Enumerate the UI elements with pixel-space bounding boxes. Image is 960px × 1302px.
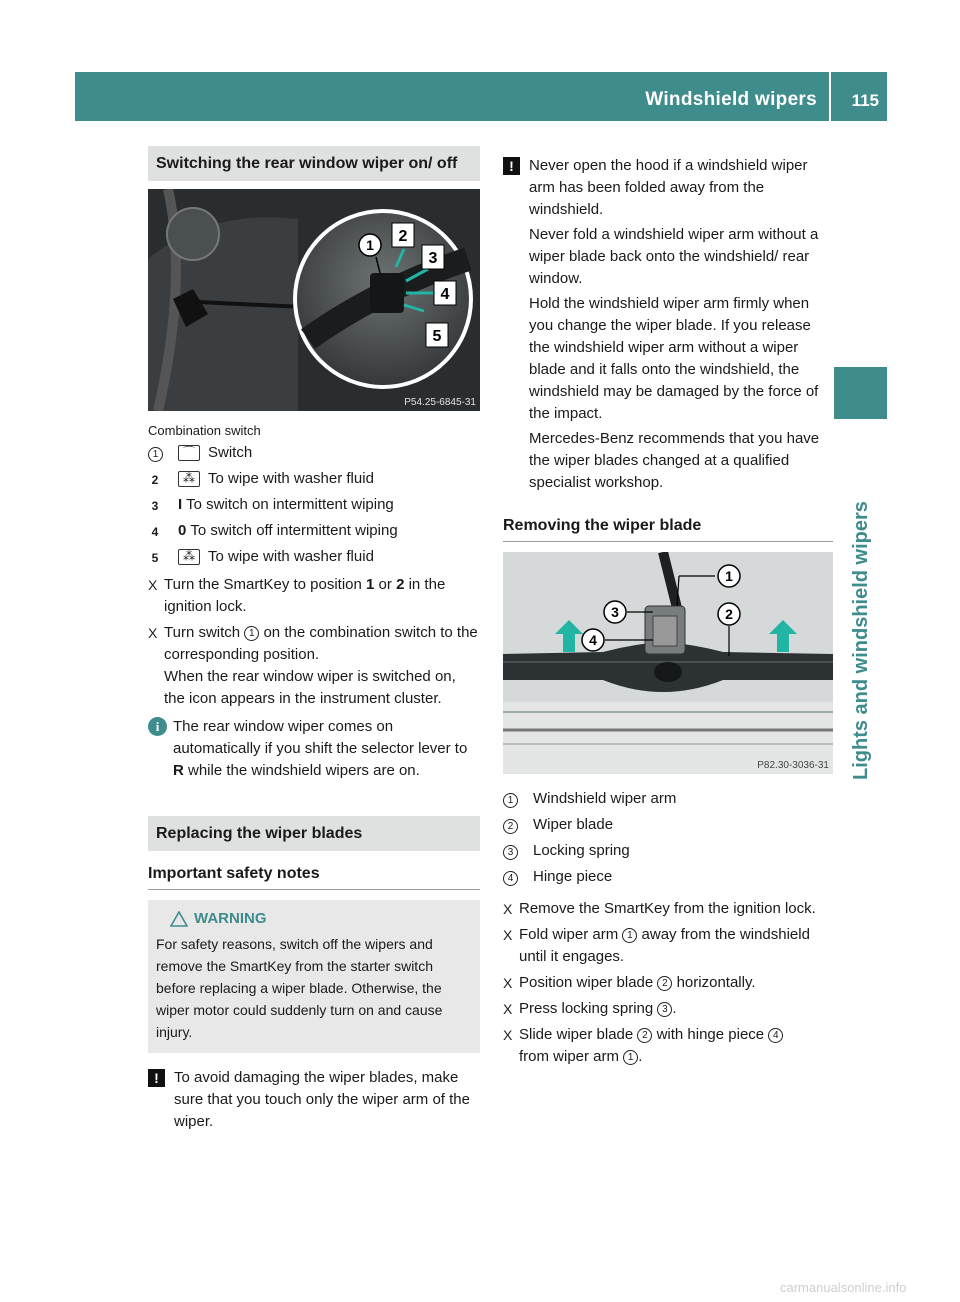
legend-item: 2 Wiper blade — [503, 812, 833, 838]
exclamation-icon: ! — [503, 157, 520, 175]
legend-item: 1 ⌒ Switch — [148, 440, 480, 466]
rear-wiper-switch-icon: ⌒ — [178, 445, 200, 461]
combination-switch-illustration — [148, 189, 480, 411]
figure-code: P54.25-6845-31 — [404, 397, 476, 408]
chapter-tab — [834, 367, 887, 419]
combination-switch-figure — [148, 189, 480, 411]
figure-code: P82.30-3036-31 — [757, 760, 829, 771]
legend-item: 3 Locking spring — [503, 838, 833, 864]
right-column — [503, 155, 833, 1068]
step-arrow-icon: X — [148, 625, 158, 641]
legend-item: 4 0 To switch off intermittent wiping — [148, 518, 480, 544]
callout-3: 3 — [611, 604, 619, 620]
instruction-step: X Remove the SmartKey from the ignition lock. — [503, 898, 833, 920]
callout-5: 5 — [432, 328, 442, 345]
notice-text: To avoid damaging the wiper blades, make sure that you touch only the wiper arm of the wiper. — [174, 1069, 470, 1130]
warning-triangle-icon — [170, 911, 188, 927]
section-heading-replacing: Replacing the wiper blades — [148, 816, 480, 851]
legend-number: 4 — [151, 525, 159, 539]
step-arrow-icon: X — [503, 975, 513, 991]
wiper-blade-figure — [503, 552, 833, 774]
legend-item: 3 I To switch on intermittent wiping — [148, 492, 480, 518]
warning-title: WARNING — [194, 910, 267, 927]
exclamation-icon: ! — [148, 1069, 165, 1087]
header-separator — [829, 72, 831, 121]
legend-item: 5 ⁂ To wipe with washer fluid — [148, 544, 480, 570]
washer-fluid-icon: ⁂ — [178, 471, 200, 487]
chapter-label: Lights and windshield wipers — [850, 501, 872, 780]
callout-3: 3 — [428, 250, 438, 267]
legend-number: 1 — [148, 447, 163, 462]
legend-item: 4 Hinge piece — [503, 864, 833, 890]
washer-fluid-icon: ⁂ — [178, 549, 200, 565]
legend-number: 5 — [151, 551, 159, 565]
callout-1: 1 — [366, 237, 374, 253]
info-note: i The rear window wiper comes on automatically if you shift the selector lever to R while the windshield wipers are on. — [148, 716, 480, 782]
callout-4: 4 — [440, 286, 450, 303]
callout-4: 4 — [589, 632, 597, 648]
page-number: 115 — [851, 91, 879, 110]
step-arrow-icon: X — [503, 1027, 513, 1043]
step-arrow-icon: X — [148, 577, 158, 593]
warning-text: For safety reasons, switch off the wipers and remove the SmartKey from the starter switch before replacing a wiper blade. Otherwise, the wiper motor could suddenly turn on and cause injury. — [156, 936, 443, 1040]
figure-caption: Combination switch — [148, 423, 261, 438]
instruction-step: X Turn switch 1 on the combination switch to the corresponding position. When the rear window wiper is switched on, the icon appears in the instrument cluster. — [148, 622, 480, 710]
legend-item: 1 Windshield wiper arm — [503, 786, 833, 812]
callout-2: 2 — [725, 606, 733, 622]
legend-item: 2 ⁂ To wipe with washer fluid — [148, 466, 480, 492]
notice: ! Never open the hood if a windshield wiper arm has been folded away from the windshield. Never fold a windshield wiper arm without a wiper blade back onto the windshield/ rear window. Hold the windshield wiper arm firmly when you change the wiper blade. If you release the windshield wiper arm without a wiper blade and it falls onto the windshield, the windshield may be damaged by the force of the impact. Mercedes-Benz recommends that you have the wiper blades changed at a qualified specialist workshop. — [503, 155, 833, 497]
step-arrow-icon: X — [503, 1001, 513, 1017]
notice — [148, 1067, 480, 1133]
step-arrow-icon: X — [503, 901, 513, 917]
footer-watermark: carmanualsonline.info — [780, 1280, 907, 1295]
subheading-removing: Removing the wiper blade — [503, 517, 833, 542]
callout-2: 2 — [398, 228, 408, 245]
step-arrow-icon: X — [503, 927, 513, 943]
info-icon: i — [148, 717, 167, 736]
page-header — [75, 72, 887, 121]
instruction-step: X Turn the SmartKey to position 1 or 2 in the ignition lock. — [148, 574, 480, 618]
instruction-step: X Position wiper blade 2 horizontally. — [503, 972, 833, 994]
subheading-safety: Important safety notes — [148, 865, 480, 890]
warning-box — [148, 900, 480, 1053]
left-column — [148, 146, 480, 1133]
header-title: Windshield wipers — [645, 89, 817, 110]
wiper-blade-illustration — [503, 552, 833, 774]
instruction-step: X Slide wiper blade 2 with hinge piece 4 from wiper arm 1 . — [503, 1024, 833, 1068]
instruction-step: X Press locking spring 3 . — [503, 998, 833, 1020]
legend-number: 3 — [151, 499, 159, 513]
instruction-step: X Fold wiper arm 1 away from the windshield until it engages. — [503, 924, 833, 968]
legend-number: 2 — [151, 473, 159, 487]
callout-1: 1 — [725, 568, 733, 584]
section-heading-rear-wiper: Switching the rear window wiper on/ off — [148, 146, 480, 181]
